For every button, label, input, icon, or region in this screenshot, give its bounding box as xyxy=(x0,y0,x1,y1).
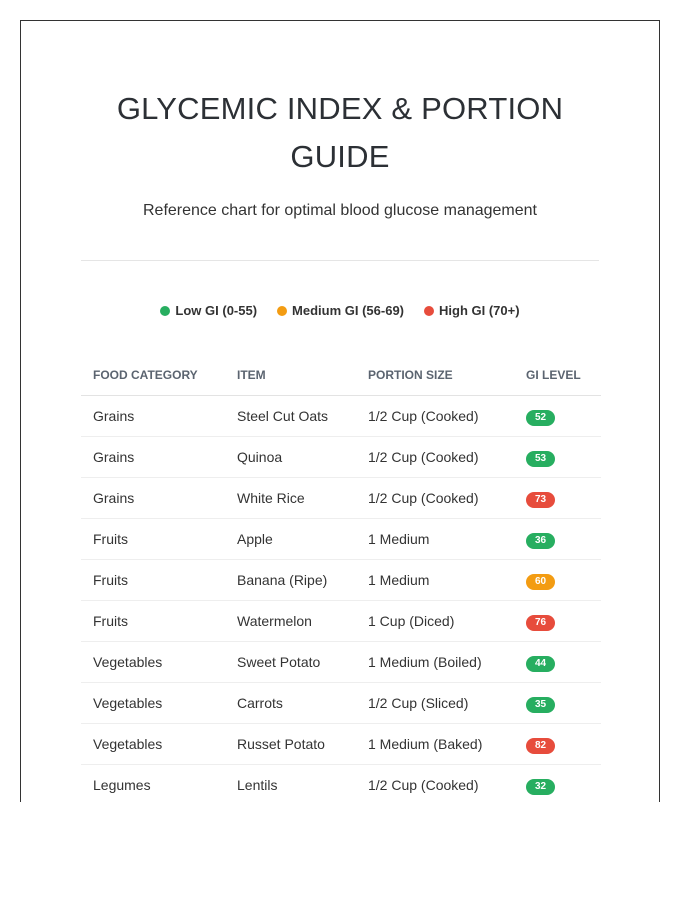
legend-item-high xyxy=(424,303,520,318)
table-row xyxy=(81,601,601,642)
table-row xyxy=(81,478,601,519)
page-title: GLYCEMIC INDEX & PORTION GUIDE xyxy=(116,91,564,174)
page-subtitle: Reference chart for optimal blood glucose management xyxy=(143,202,537,219)
cell-gi-level xyxy=(514,724,601,765)
cell-portion: 1/2 Cup (Cooked) xyxy=(356,437,514,478)
cell-portion: 1 Medium (Boiled) xyxy=(356,642,514,683)
gi-badge: 76 xyxy=(526,615,555,631)
gi-badge: 60 xyxy=(526,574,555,590)
legend-label-medium: Medium GI (56-69) xyxy=(292,303,405,318)
gi-badge: 44 xyxy=(526,656,555,672)
cell-item: Quinoa xyxy=(225,437,356,478)
gi-badge: 35 xyxy=(526,697,555,713)
cell-gi-level xyxy=(514,478,601,519)
cell-gi-level xyxy=(514,765,601,803)
header-divider xyxy=(81,260,599,261)
cell-portion: 1 Cup (Diced) xyxy=(356,601,514,642)
gi-badge: 73 xyxy=(526,492,555,508)
cell-category: Legumes xyxy=(81,765,225,803)
cell-item: Apple xyxy=(225,519,356,560)
cell-portion: 1 Medium xyxy=(356,560,514,601)
cell-gi-level xyxy=(514,683,601,724)
cell-category: Vegetables xyxy=(81,642,225,683)
legend-item-low xyxy=(160,303,257,318)
cell-category: Grains xyxy=(81,396,225,437)
cell-item: Sweet Potato xyxy=(225,642,356,683)
column-header-item: ITEM xyxy=(225,355,356,396)
legend-item-medium xyxy=(277,303,404,318)
cell-gi-level xyxy=(514,560,601,601)
gi-badge: 53 xyxy=(526,451,555,467)
gi-badge: 32 xyxy=(526,779,555,795)
cell-gi-level xyxy=(514,601,601,642)
gi-badge: 36 xyxy=(526,533,555,549)
cell-gi-level xyxy=(514,396,601,437)
guide-sheet xyxy=(20,20,660,802)
cell-gi-level xyxy=(514,519,601,560)
cell-item: Carrots xyxy=(225,683,356,724)
cell-category: Vegetables xyxy=(81,724,225,765)
gi-table xyxy=(81,355,601,802)
high-gi-dot-icon xyxy=(424,306,434,316)
table-row xyxy=(81,519,601,560)
column-header-portion: PORTION SIZE xyxy=(356,355,514,396)
legend-label-low: Low GI (0-55) xyxy=(175,303,258,318)
gi-badge: 52 xyxy=(526,410,555,426)
cell-item: Steel Cut Oats xyxy=(225,396,356,437)
cell-item: White Rice xyxy=(225,478,356,519)
cell-item: Banana (Ripe) xyxy=(225,560,356,601)
cell-portion: 1/2 Cup (Cooked) xyxy=(356,478,514,519)
cell-gi-level xyxy=(514,642,601,683)
cell-category: Fruits xyxy=(81,601,225,642)
column-header-category: FOOD CATEGORY xyxy=(81,355,225,396)
table-row xyxy=(81,396,601,437)
table-row xyxy=(81,724,601,765)
cell-category: Vegetables xyxy=(81,683,225,724)
table-row xyxy=(81,765,601,803)
table-row xyxy=(81,642,601,683)
low-gi-dot-icon xyxy=(160,306,170,316)
cell-item: Watermelon xyxy=(225,601,356,642)
cell-category: Grains xyxy=(81,478,225,519)
table-row xyxy=(81,560,601,601)
cell-portion: 1 Medium xyxy=(356,519,514,560)
cell-portion: 1/2 Cup (Cooked) xyxy=(356,396,514,437)
cell-portion: 1/2 Cup (Cooked) xyxy=(356,765,514,803)
cell-item: Lentils xyxy=(225,765,356,803)
cell-item: Russet Potato xyxy=(225,724,356,765)
table-header-row xyxy=(81,355,601,396)
medium-gi-dot-icon xyxy=(277,306,287,316)
cell-gi-level xyxy=(514,437,601,478)
gi-badge: 82 xyxy=(526,738,555,754)
legend-label-high: High GI (70+) xyxy=(439,303,520,318)
cell-portion: 1/2 Cup (Sliced) xyxy=(356,683,514,724)
table-row xyxy=(81,683,601,724)
cell-category: Grains xyxy=(81,437,225,478)
cell-portion: 1 Medium (Baked) xyxy=(356,724,514,765)
cell-category: Fruits xyxy=(81,560,225,601)
column-header-gi: GI LEVEL xyxy=(514,355,601,396)
cell-category: Fruits xyxy=(81,519,225,560)
gi-legend xyxy=(21,303,659,318)
table-row xyxy=(81,437,601,478)
table-body xyxy=(81,396,601,803)
